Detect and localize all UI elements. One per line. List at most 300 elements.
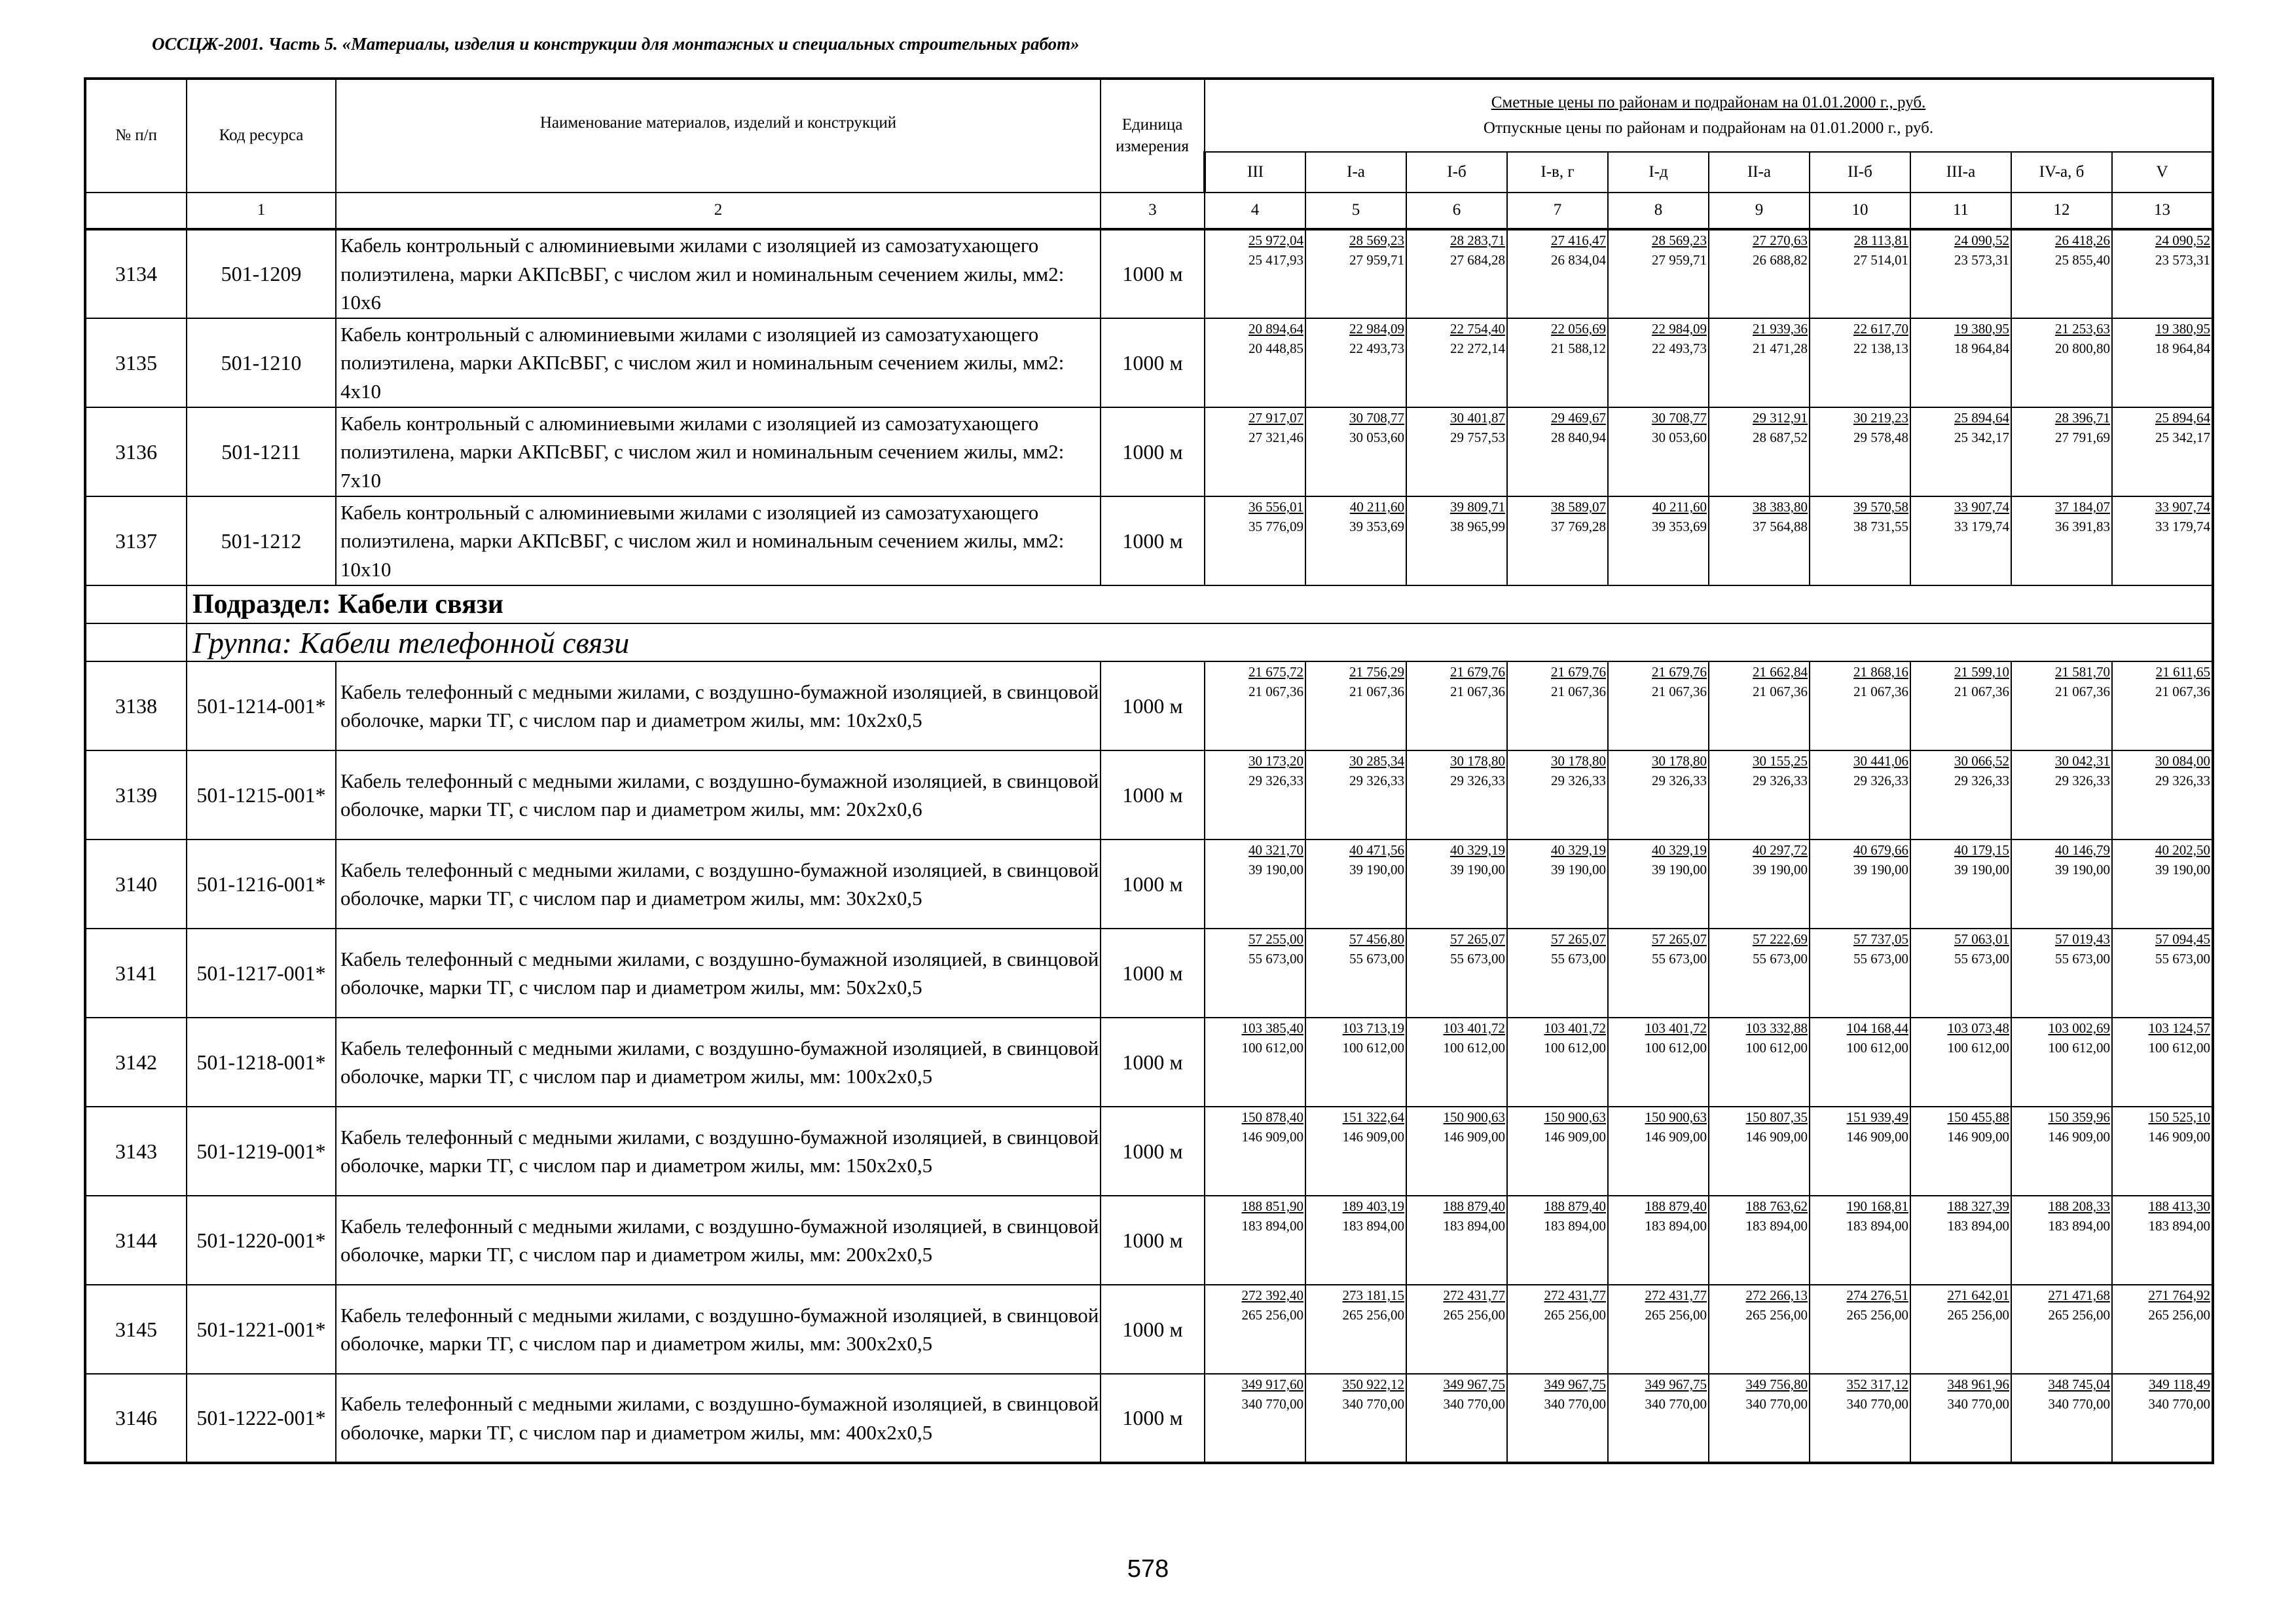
price-cell — [1810, 1018, 1910, 1107]
estimate-price: 33 907,74 — [1954, 499, 2009, 515]
estimate-price: 151 322,64 — [1342, 1109, 1404, 1125]
price-cell — [1205, 1285, 1305, 1374]
release-price: 21 067,36 — [1753, 684, 1808, 699]
price-cell — [1305, 1018, 1406, 1107]
release-price: 39 190,00 — [2155, 862, 2211, 877]
release-price: 146 909,00 — [1342, 1129, 1404, 1145]
estimate-price: 272 431,77 — [1443, 1287, 1505, 1303]
price-cell — [1810, 229, 1910, 318]
release-price: 21 067,36 — [2155, 684, 2211, 699]
estimate-price: 21 611,65 — [2155, 664, 2211, 680]
release-price: 340 770,00 — [1443, 1396, 1505, 1412]
price-cell — [1810, 661, 1910, 750]
release-price: 27 321,46 — [1248, 430, 1303, 445]
release-price: 265 256,00 — [1342, 1307, 1404, 1323]
region-header: I-д — [1608, 152, 1709, 193]
price-cell — [1406, 496, 1507, 585]
release-price: 27 791,69 — [2055, 430, 2110, 445]
column-number: 11 — [1910, 193, 2011, 229]
release-price: 28 840,94 — [1551, 430, 1606, 445]
column-number: 7 — [1507, 193, 1608, 229]
row-number: 3136 — [85, 407, 187, 496]
price-cell — [1507, 1018, 1608, 1107]
price-cell — [2011, 496, 2112, 585]
price-cell — [1910, 1018, 2011, 1107]
table-row — [85, 1285, 2213, 1374]
price-cell — [1205, 318, 1305, 407]
estimate-price: 150 359,96 — [2048, 1109, 2110, 1125]
estimate-price: 188 327,39 — [1947, 1198, 2009, 1214]
release-price: 55 673,00 — [1248, 951, 1303, 967]
price-cell — [1507, 661, 1608, 750]
estimate-price: 272 392,40 — [1241, 1287, 1303, 1303]
price-table — [84, 77, 2214, 1464]
estimate-price: 27 917,07 — [1248, 410, 1303, 426]
price-cell — [1205, 1196, 1305, 1285]
price-cell — [2011, 661, 2112, 750]
price-cell — [1709, 1196, 1810, 1285]
estimate-price: 40 329,19 — [1652, 842, 1707, 858]
column-number: 1 — [187, 193, 336, 229]
price-cell — [1709, 407, 1810, 496]
estimate-price: 103 713,19 — [1342, 1020, 1404, 1036]
release-price: 100 612,00 — [1241, 1040, 1303, 1056]
unit-of-measure: 1000 м — [1101, 750, 1205, 840]
release-price: 37 564,88 — [1753, 519, 1808, 534]
resource-code: 501-1220-001* — [187, 1196, 336, 1285]
price-cell — [2112, 750, 2213, 840]
table-row — [85, 407, 2213, 496]
estimate-price: 103 401,72 — [1645, 1020, 1707, 1036]
estimate-price: 40 211,60 — [1652, 499, 1707, 515]
release-price: 39 190,00 — [2055, 862, 2110, 877]
price-cell — [2112, 1018, 2213, 1107]
release-price: 146 909,00 — [2048, 1129, 2110, 1145]
unit-of-measure: 1000 м — [1101, 1374, 1205, 1463]
release-price: 39 190,00 — [1349, 862, 1404, 877]
estimate-price: 57 737,05 — [1853, 931, 1908, 947]
column-number: 2 — [336, 193, 1101, 229]
resource-code: 501-1214-001* — [187, 661, 336, 750]
price-cell — [1709, 229, 1810, 318]
table-row — [85, 1107, 2213, 1196]
release-price: 55 673,00 — [1954, 951, 2009, 967]
release-price: 30 053,60 — [1652, 430, 1707, 445]
unit-of-measure: 1000 м — [1101, 318, 1205, 407]
price-cell — [1608, 1196, 1709, 1285]
price-cell — [1406, 1018, 1507, 1107]
column-number: 3 — [1101, 193, 1205, 229]
estimate-price: 19 380,95 — [2155, 321, 2211, 337]
estimate-price: 40 211,60 — [1349, 499, 1404, 515]
estimate-price: 26 418,26 — [2055, 232, 2110, 248]
estimate-price: 349 756,80 — [1745, 1376, 1808, 1392]
estimate-price: 40 471,56 — [1349, 842, 1404, 858]
price-cell — [1205, 840, 1305, 929]
price-cell — [1910, 1196, 2011, 1285]
release-price: 340 770,00 — [1846, 1396, 1908, 1412]
release-price: 183 894,00 — [1745, 1218, 1808, 1234]
release-price: 146 909,00 — [1846, 1129, 1908, 1145]
price-cell — [1305, 318, 1406, 407]
estimate-price: 21 675,72 — [1248, 664, 1303, 680]
price-cell — [1406, 661, 1507, 750]
price-cell — [1810, 496, 1910, 585]
resource-code: 501-1221-001* — [187, 1285, 336, 1374]
estimate-price: 21 679,76 — [1652, 664, 1707, 680]
row-number: 3134 — [85, 229, 187, 318]
price-cell — [1608, 750, 1709, 840]
price-cell — [1406, 229, 1507, 318]
table-row — [85, 750, 2213, 840]
region-header: III — [1205, 152, 1305, 193]
release-price: 21 067,36 — [2055, 684, 2110, 699]
row-number: 3144 — [85, 1196, 187, 1285]
region-header: IV-а, б — [2011, 152, 2112, 193]
release-price: 38 731,55 — [1853, 519, 1908, 534]
price-cell — [1709, 929, 1810, 1018]
material-name: Кабель телефонный с медными жилами, с воздушно-бумажной изоляцией, в свинцовой оболочке, марки ТГ, с числом пар и диаметром жилы, мм: 400х2х0,5 — [336, 1374, 1101, 1463]
estimate-price: 30 441,06 — [1853, 753, 1908, 769]
price-cell — [1810, 318, 1910, 407]
column-number: 12 — [2011, 193, 2112, 229]
material-name: Кабель контрольный с алюминиевыми жилами с изоляцией из самозатухающего полиэтилена, марки АКПсВБГ, с числом жил и номинальным сечением жилы, мм2: 4х10 — [336, 318, 1101, 407]
estimate-price: 104 168,44 — [1846, 1020, 1908, 1036]
release-price: 27 684,28 — [1450, 252, 1505, 268]
estimate-price: 57 063,01 — [1954, 931, 2009, 947]
estimate-price: 271 642,01 — [1947, 1287, 2009, 1303]
price-cell — [1507, 407, 1608, 496]
estimate-price: 30 178,80 — [1450, 753, 1505, 769]
price-cell — [1305, 840, 1406, 929]
material-name: Кабель телефонный с медными жилами, с воздушно-бумажной изоляцией, в свинцовой оболочке, марки ТГ, с числом пар и диаметром жилы, мм: 20х2х0,6 — [336, 750, 1101, 840]
estimate-price: 28 396,71 — [2055, 410, 2110, 426]
release-price: 39 190,00 — [1248, 862, 1303, 877]
price-cell — [1608, 840, 1709, 929]
price-cell — [1910, 1374, 2011, 1463]
estimate-price: 103 073,48 — [1947, 1020, 2009, 1036]
estimate-price: 24 090,52 — [2155, 232, 2211, 248]
estimate-price: 27 416,47 — [1551, 232, 1606, 248]
estimate-price: 30 708,77 — [1349, 410, 1404, 426]
release-price: 265 256,00 — [2048, 1307, 2110, 1323]
estimate-price: 40 329,19 — [1551, 842, 1606, 858]
price-cell — [1305, 229, 1406, 318]
estimate-price: 21 662,84 — [1753, 664, 1808, 680]
release-price: 27 959,71 — [1652, 252, 1707, 268]
release-price: 55 673,00 — [1349, 951, 1404, 967]
estimate-price: 33 907,74 — [2155, 499, 2211, 515]
material-name: Кабель контрольный с алюминиевыми жилами с изоляцией из самозатухающего полиэтилена, марки АКПсВБГ, с числом жил и номинальным сечением жилы, мм2: 10х6 — [336, 229, 1101, 318]
estimate-price: 22 617,70 — [1853, 321, 1908, 337]
col-header-prices — [1205, 79, 2213, 152]
estimate-price: 57 222,69 — [1753, 931, 1808, 947]
price-cell — [1709, 750, 1810, 840]
estimate-price: 30 066,52 — [1954, 753, 2009, 769]
price-cell — [1608, 661, 1709, 750]
material-name: Кабель телефонный с медными жилами, с воздушно-бумажной изоляцией, в свинцовой оболочке, марки ТГ, с числом пар и диаметром жилы, мм: 150х2х0,5 — [336, 1107, 1101, 1196]
price-cell — [1709, 496, 1810, 585]
estimate-price: 271 471,68 — [2048, 1287, 2110, 1303]
price-cell — [2011, 1018, 2112, 1107]
price-cell — [2011, 750, 2112, 840]
col-header-name: Наименование материалов, изделий и конструкций — [336, 79, 1101, 193]
release-price: 340 770,00 — [1241, 1396, 1303, 1412]
price-cell — [1608, 318, 1709, 407]
unit-of-measure: 1000 м — [1101, 407, 1205, 496]
estimate-price: 150 807,35 — [1745, 1109, 1808, 1125]
release-price: 340 770,00 — [1645, 1396, 1707, 1412]
row-number: 3145 — [85, 1285, 187, 1374]
estimate-price: 189 403,19 — [1342, 1198, 1404, 1214]
price-cell — [1507, 1107, 1608, 1196]
price-cell — [1910, 929, 2011, 1018]
material-name: Кабель телефонный с медными жилами, с воздушно-бумажной изоляцией, в свинцовой оболочке, марки ТГ, с числом пар и диаметром жилы, мм: 30х2х0,5 — [336, 840, 1101, 929]
price-cell — [1709, 661, 1810, 750]
estimate-price: 29 312,91 — [1753, 410, 1808, 426]
resource-code: 501-1218-001* — [187, 1018, 336, 1107]
release-price: 340 770,00 — [1947, 1396, 2009, 1412]
region-header: V — [2112, 152, 2213, 193]
price-cell — [1305, 1285, 1406, 1374]
table-row — [85, 318, 2213, 407]
release-price: 33 179,74 — [2155, 519, 2211, 534]
release-price: 29 326,33 — [2155, 773, 2211, 788]
row-number: 3146 — [85, 1374, 187, 1463]
estimate-price: 188 879,40 — [1443, 1198, 1505, 1214]
release-price: 22 272,14 — [1450, 341, 1505, 356]
release-price: 100 612,00 — [1947, 1040, 2009, 1056]
estimate-price: 22 754,40 — [1450, 321, 1505, 337]
release-price: 39 190,00 — [1551, 862, 1606, 877]
release-price: 100 612,00 — [2048, 1040, 2110, 1056]
release-price: 27 959,71 — [1349, 252, 1404, 268]
row-number: 3135 — [85, 318, 187, 407]
release-price: 21 067,36 — [1450, 684, 1505, 699]
price-cell — [1810, 407, 1910, 496]
unit-of-measure: 1000 м — [1101, 1018, 1205, 1107]
estimate-price: 30 285,34 — [1349, 753, 1404, 769]
estimate-price: 57 255,00 — [1248, 931, 1303, 947]
prices-title-estimate: Сметные цены по районам и подрайонам на 01.01.2000 г., руб. — [1491, 93, 1926, 111]
release-price: 23 573,31 — [1954, 252, 2009, 268]
estimate-price: 188 208,33 — [2048, 1198, 2110, 1214]
price-cell — [1205, 496, 1305, 585]
release-price: 55 673,00 — [1551, 951, 1606, 967]
release-price: 29 326,33 — [1954, 773, 2009, 788]
release-price: 21 067,36 — [1551, 684, 1606, 699]
estimate-price: 348 745,04 — [2048, 1376, 2110, 1392]
price-cell — [2011, 840, 2112, 929]
unit-of-measure: 1000 м — [1101, 929, 1205, 1018]
release-price: 21 067,36 — [1652, 684, 1707, 699]
price-cell — [1608, 1374, 1709, 1463]
estimate-price: 188 879,40 — [1645, 1198, 1707, 1214]
estimate-price: 352 317,12 — [1846, 1376, 1908, 1392]
estimate-price: 57 456,80 — [1349, 931, 1404, 947]
row-number: 3137 — [85, 496, 187, 585]
resource-code: 501-1222-001* — [187, 1374, 336, 1463]
page-number: 578 — [1127, 1555, 1169, 1583]
release-price: 29 757,53 — [1450, 430, 1505, 445]
price-cell — [1608, 929, 1709, 1018]
release-price: 37 769,28 — [1551, 519, 1606, 534]
material-name: Кабель телефонный с медными жилами, с воздушно-бумажной изоляцией, в свинцовой оболочке, марки ТГ, с числом пар и диаметром жилы, мм: 100х2х0,5 — [336, 1018, 1101, 1107]
estimate-price: 30 042,31 — [2055, 753, 2110, 769]
region-header: I-б — [1406, 152, 1507, 193]
price-cell — [1507, 1374, 1608, 1463]
estimate-price: 57 265,07 — [1450, 931, 1505, 947]
price-cell — [1305, 496, 1406, 585]
unit-of-measure: 1000 м — [1101, 496, 1205, 585]
price-cell — [2011, 1374, 2112, 1463]
resource-code: 501-1212 — [187, 496, 336, 585]
estimate-price: 349 967,75 — [1443, 1376, 1505, 1392]
release-price: 100 612,00 — [1745, 1040, 1808, 1056]
price-cell — [1709, 840, 1810, 929]
price-cell — [2112, 1107, 2213, 1196]
region-header: II-а — [1709, 152, 1810, 193]
price-cell — [1608, 496, 1709, 585]
release-price: 29 326,33 — [1753, 773, 1808, 788]
estimate-price: 21 253,63 — [2055, 321, 2110, 337]
estimate-price: 20 894,64 — [1248, 321, 1303, 337]
price-cell — [1810, 929, 1910, 1018]
price-cell — [1709, 1107, 1810, 1196]
price-cell — [1608, 1285, 1709, 1374]
release-price: 100 612,00 — [1342, 1040, 1404, 1056]
price-cell — [2011, 1196, 2112, 1285]
release-price: 183 894,00 — [1846, 1218, 1908, 1234]
release-price: 29 326,33 — [1652, 773, 1707, 788]
estimate-price: 150 525,10 — [2148, 1109, 2211, 1125]
material-name: Кабель телефонный с медными жилами, с воздушно-бумажной изоляцией, в свинцовой оболочке, марки ТГ, с числом пар и диаметром жилы, мм: 10х2х0,5 — [336, 661, 1101, 750]
estimate-price: 37 184,07 — [2055, 499, 2110, 515]
release-price: 100 612,00 — [1645, 1040, 1707, 1056]
estimate-price: 349 967,75 — [1645, 1376, 1707, 1392]
release-price: 38 965,99 — [1450, 519, 1505, 534]
release-price: 55 673,00 — [1853, 951, 1908, 967]
material-name: Кабель телефонный с медными жилами, с воздушно-бумажной изоляцией, в свинцовой оболочке, марки ТГ, с числом пар и диаметром жилы, мм: 200х2х0,5 — [336, 1196, 1101, 1285]
price-cell — [1205, 1018, 1305, 1107]
estimate-price: 188 413,30 — [2148, 1198, 2211, 1214]
price-cell — [1507, 840, 1608, 929]
release-price: 39 190,00 — [1853, 862, 1908, 877]
column-number: 5 — [1305, 193, 1406, 229]
release-price: 55 673,00 — [1652, 951, 1707, 967]
price-cell — [1305, 929, 1406, 1018]
release-price: 39 353,69 — [1349, 519, 1404, 534]
price-cell — [2011, 407, 2112, 496]
release-price: 265 256,00 — [1544, 1307, 1606, 1323]
table-row — [85, 1018, 2213, 1107]
release-price: 340 770,00 — [1745, 1396, 1808, 1412]
price-cell — [1305, 1107, 1406, 1196]
release-price: 340 770,00 — [2148, 1396, 2211, 1412]
release-price: 39 353,69 — [1652, 519, 1707, 534]
estimate-price: 103 385,40 — [1241, 1020, 1303, 1036]
estimate-price: 151 939,49 — [1846, 1109, 1908, 1125]
release-price: 183 894,00 — [2148, 1218, 2211, 1234]
estimate-price: 21 679,76 — [1551, 664, 1606, 680]
release-price: 146 909,00 — [1645, 1129, 1707, 1145]
estimate-price: 30 401,87 — [1450, 410, 1505, 426]
estimate-price: 27 270,63 — [1753, 232, 1808, 248]
price-cell — [1910, 1107, 2011, 1196]
estimate-price: 274 276,51 — [1846, 1287, 1908, 1303]
price-cell — [1910, 1285, 2011, 1374]
estimate-price: 25 972,04 — [1248, 232, 1303, 248]
release-price: 21 067,36 — [1349, 684, 1404, 699]
estimate-price: 103 332,88 — [1745, 1020, 1808, 1036]
price-cell — [1507, 318, 1608, 407]
prices-title-release: Отпускные цены по районам и подрайонам на 01.01.2000 г., руб. — [1483, 119, 1934, 137]
estimate-price: 21 756,29 — [1349, 664, 1404, 680]
release-price: 39 190,00 — [1954, 862, 2009, 877]
price-cell — [1305, 1196, 1406, 1285]
estimate-price: 38 589,07 — [1551, 499, 1606, 515]
table-row — [85, 929, 2213, 1018]
row-number: 3139 — [85, 750, 187, 840]
release-price: 146 909,00 — [1947, 1129, 2009, 1145]
release-price: 183 894,00 — [1544, 1218, 1606, 1234]
price-cell — [1406, 1107, 1507, 1196]
estimate-price: 150 878,40 — [1241, 1109, 1303, 1125]
column-number: 10 — [1810, 193, 1910, 229]
estimate-price: 103 401,72 — [1544, 1020, 1606, 1036]
region-header: I-а — [1305, 152, 1406, 193]
release-price: 265 256,00 — [2148, 1307, 2211, 1323]
price-cell — [2112, 929, 2213, 1018]
release-price: 146 909,00 — [1443, 1129, 1505, 1145]
price-cell — [1406, 750, 1507, 840]
release-price: 20 448,85 — [1248, 341, 1303, 356]
release-price: 21 067,36 — [1853, 684, 1908, 699]
table-row — [85, 1374, 2213, 1463]
unit-of-measure: 1000 м — [1101, 229, 1205, 318]
release-price: 183 894,00 — [1947, 1218, 2009, 1234]
price-cell — [1709, 1374, 1810, 1463]
table-row — [85, 496, 2213, 585]
resource-code: 501-1209 — [187, 229, 336, 318]
release-price: 100 612,00 — [1846, 1040, 1908, 1056]
price-cell — [1507, 1196, 1608, 1285]
resource-code: 501-1219-001* — [187, 1107, 336, 1196]
price-cell — [1910, 229, 2011, 318]
release-price: 27 514,01 — [1853, 252, 1908, 268]
estimate-price: 40 179,15 — [1954, 842, 2009, 858]
material-name: Кабель телефонный с медными жилами, с воздушно-бумажной изоляцией, в свинцовой оболочке, марки ТГ, с числом пар и диаметром жилы, мм: 50х2х0,5 — [336, 929, 1101, 1018]
estimate-price: 40 297,72 — [1753, 842, 1808, 858]
col-header-code: Код ресурса — [187, 79, 336, 193]
resource-code: 501-1211 — [187, 407, 336, 496]
estimate-price: 349 967,75 — [1544, 1376, 1606, 1392]
price-cell — [1305, 661, 1406, 750]
estimate-price: 40 202,50 — [2155, 842, 2211, 858]
estimate-price: 57 265,07 — [1551, 931, 1606, 947]
estimate-price: 22 056,69 — [1551, 321, 1606, 337]
price-cell — [2112, 840, 2213, 929]
price-cell — [1305, 1374, 1406, 1463]
release-price: 29 326,33 — [1248, 773, 1303, 788]
estimate-price: 103 124,57 — [2148, 1020, 2211, 1036]
estimate-price: 103 401,72 — [1443, 1020, 1505, 1036]
price-cell — [1810, 1196, 1910, 1285]
row-number: 3142 — [85, 1018, 187, 1107]
price-cell — [2011, 1107, 2112, 1196]
price-cell — [1205, 1107, 1305, 1196]
estimate-price: 28 113,81 — [1853, 232, 1908, 248]
